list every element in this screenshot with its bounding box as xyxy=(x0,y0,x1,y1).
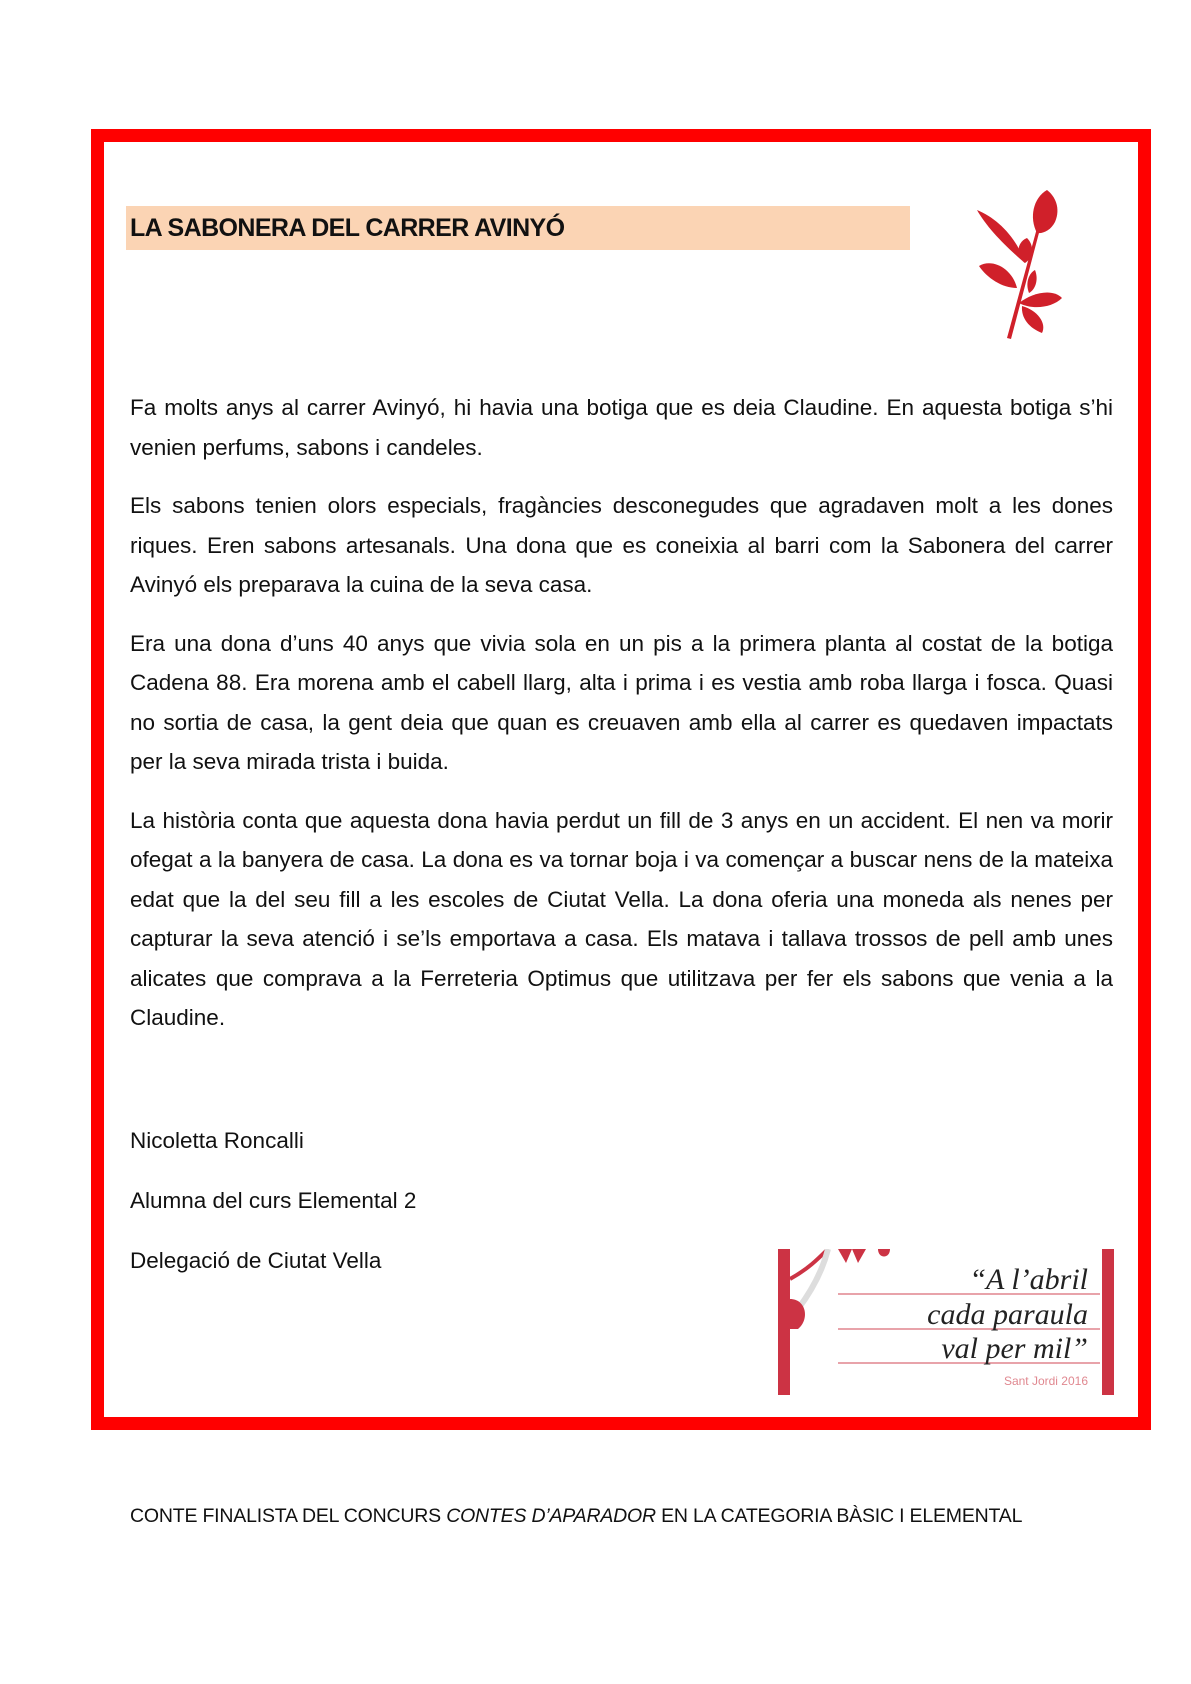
author-name: Nicoletta Roncalli xyxy=(130,1128,304,1153)
story-body xyxy=(130,388,1113,1057)
paragraph: Era una dona d’uns 40 anys que vivia sola en un pis a la primera planta al costat de la botiga Cadena 88. Era morena amb el cabell llarg, alta i prima i es vestia amb roba llarga i fosca. Quasi no sortia de casa, la gent deia que quan es creuaven amb ella al carrer es quedaven impactats per la seva mirada trista i buida. xyxy=(130,630,1113,774)
author-course: Alumna del curs Elemental 2 xyxy=(130,1188,417,1213)
footer-prefix: CONTE FINALISTA DEL CONCURS xyxy=(130,1505,447,1527)
author-delegation: Delegació de Ciutat Vella xyxy=(130,1248,382,1273)
paragraph: La història conta que aquesta dona havia perdut un fill de 3 anys en un accident. El nen va morir ofegat a la banyera de casa. La dona es va tornar boja i va començar a buscar nens de la mateixa edat que la del seu fill a les escoles de Ciutat Vella. La dona oferia una moneda als nenes per capturar la seva atenció i se’ls emportava a casa. Els matava i tallava trossos de pell amb unes alicates que comprava a la Ferreteria Optimus que utilitzava per fer els sabons que venia a la Claudine. xyxy=(130,807,1113,1030)
sant-jordi-logo xyxy=(778,1249,1114,1395)
logo-line-3: val per mil” xyxy=(941,1332,1088,1365)
title-banner xyxy=(126,206,910,250)
logo-line-1: “A l’abril xyxy=(969,1263,1088,1296)
footer-note xyxy=(130,1505,1022,1528)
paragraph: Els sabons tenien olors especials, fragàncies desconegudes que agradaven molt a les dones riques. Eren sabons artesanals. Una dona que es coneixia al barri com la Sabonera del carrer Avinyó els preparava la cuina de la seva casa. xyxy=(130,493,1113,597)
footer-suffix: EN LA CATEGORIA BÀSIC I ELEMENTAL xyxy=(655,1505,1023,1527)
logo-line-2: cada paraula xyxy=(927,1298,1088,1331)
contest-name: CONTES D’APARADOR xyxy=(446,1505,656,1527)
logo-subtitle: Sant Jordi 2016 xyxy=(1003,1374,1088,1388)
paragraph: Fa molts anys al carrer Avinyó, hi havia una botiga que es deia Claudine. En aquesta botiga s’hi venien perfums, sabons i candeles. xyxy=(130,395,1113,460)
story-title: LA SABONERA DEL CARRER AVINYÓ xyxy=(130,214,565,242)
rose-icon xyxy=(937,188,1117,343)
